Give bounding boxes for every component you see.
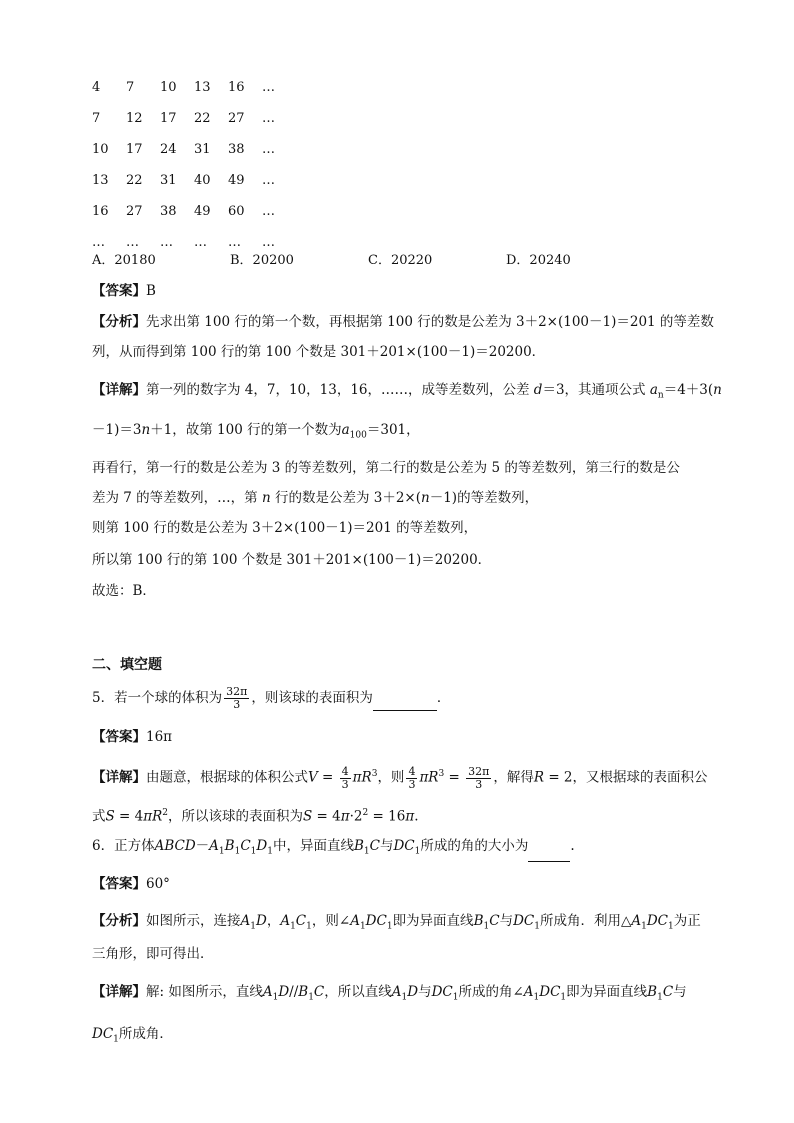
- math-sub: n: [657, 390, 664, 401]
- analysis-text: 如图所示，连接: [146, 913, 241, 929]
- fraction: $\frac{32\pi}{3}$: [468, 764, 490, 791]
- answer-tag: 【答案】: [92, 283, 146, 299]
- table-cell: 22: [126, 173, 143, 188]
- fraction-den: 3: [233, 698, 241, 711]
- answer-options: [92, 249, 644, 268]
- analysis-text: ，: [266, 913, 281, 929]
- table-cell: 22: [194, 111, 211, 126]
- detail-text: 第一列的数字为 4，7，10，13，16，……，成等差数列，公差: [146, 382, 534, 398]
- q4-detail-line-1: [92, 380, 722, 406]
- table-cell: …: [262, 235, 275, 250]
- analysis-tag: 【分析】: [92, 314, 146, 330]
- detail-text: 差为 7 的等差数列，…，第: [92, 490, 262, 506]
- answer-blank: [373, 696, 437, 711]
- math-var: n: [421, 490, 430, 506]
- table-cell: 7: [126, 80, 135, 95]
- q4-detail-line-3: 再看行，第一行的数是公差为 3 的等差数列，第二行的数是公差为 5 的等差数列，第三行的数是公: [92, 460, 680, 476]
- detail-text: 即为异面直线: [566, 984, 648, 1000]
- answer-tag: 【答案】: [92, 729, 146, 745]
- detail-text: －1)的等差数列，: [429, 490, 539, 506]
- math-var: d: [533, 382, 543, 398]
- stem-text: ．: [436, 690, 451, 706]
- table-cell: 31: [160, 173, 177, 188]
- table-cell: 38: [228, 142, 245, 157]
- q5-answer: [92, 727, 172, 747]
- table-cell: 27: [126, 204, 143, 219]
- answer-tag: 【答案】: [92, 876, 146, 892]
- analysis-text: 所成角．利用: [539, 913, 621, 929]
- table-row: [92, 196, 296, 227]
- table-cell: 17: [126, 142, 143, 157]
- table-cell: 17: [160, 111, 177, 126]
- detail-text: ，所以该球的表面积为: [168, 808, 304, 825]
- option-c: C．20220: [368, 253, 433, 268]
- analysis-text: 即为异面直线: [392, 913, 474, 929]
- table-cell: 12: [126, 111, 143, 126]
- table-cell: 16: [228, 80, 245, 95]
- math-var: n: [261, 490, 271, 506]
- table-cell: 27: [228, 111, 245, 126]
- stem-text: .: [570, 838, 575, 854]
- q5-stem: [92, 686, 450, 711]
- answer-value: 16π: [146, 729, 173, 745]
- detail-text: －1)＝3: [92, 422, 142, 438]
- table-cell: …: [194, 235, 207, 250]
- stem-text: 所成的角的大小为: [420, 838, 529, 854]
- q5-detail-line-1: 【详解】由题意，根据球的体积公式V = $\frac{4}{3}$ $\pi R^3$，则 $\frac{4}{3}$ $\pi R^3$ = $\frac{32\pi}{3}$ ，解得R = 2，又根据球的表面积公: [92, 764, 708, 791]
- fraction: $\frac{4}{3}$: [341, 764, 349, 791]
- stem-text: 与: [379, 838, 394, 854]
- detail-text: ，所以直线: [324, 984, 392, 1000]
- detail-text: 解: 如图所示，直线: [146, 984, 263, 1000]
- analysis-text: ，则: [311, 913, 339, 929]
- detail-text: ，解得: [493, 769, 534, 786]
- answer-value: 60°: [146, 876, 170, 892]
- fraction-num: 32π: [226, 685, 248, 698]
- table-row: [92, 72, 296, 103]
- analysis-tag: 【分析】: [92, 913, 146, 929]
- table-cell: …: [262, 142, 275, 157]
- q4-answer: [92, 281, 156, 301]
- answer-blank: [528, 847, 570, 862]
- detail-text: 式: [92, 808, 106, 825]
- option-b: B．20200: [230, 253, 294, 268]
- stem-text: 中，异面直线: [272, 838, 354, 854]
- detail-tag: 【详解】: [92, 382, 146, 398]
- q4-analysis-line-2: 列，从而得到第 100 行的第 100 个数是 301＋201×(100－1)＝20200．: [92, 344, 546, 360]
- table-cell: 40: [194, 173, 211, 188]
- detail-text: ＝4＋3(: [663, 382, 714, 398]
- q5-detail-line-2: 式$S = 4\pi R^2$，所以该球的表面积为$S = 4\pi\cdot 2^2 = 16\pi$.: [92, 808, 419, 825]
- option-d: D．20240: [506, 253, 571, 268]
- table-cell: 49: [228, 173, 245, 188]
- table-cell: 10: [92, 142, 109, 157]
- detail-text: ＋1，故第 100 行的第一个数为: [150, 422, 342, 438]
- answer-value: B: [146, 283, 156, 299]
- table-cell: 10: [160, 80, 177, 95]
- stem-text: 5．若一个球的体积为: [92, 690, 223, 706]
- table-row: [92, 103, 296, 134]
- q4-detail-line-5: 则第 100 行的数是公差为 3＋2×(100－1)＝201 的等差数列，: [92, 520, 478, 536]
- math-var: a: [649, 382, 658, 398]
- detail-text: ，又根据球的表面积公: [572, 769, 708, 786]
- table-cell: 38: [160, 204, 177, 219]
- q6-detail-line-1: 【详解】解: 如图所示，直线$A_1D//B_1C$，所以直线$A_1D$与$DC_1$所成的角$\angle A_1DC_1$即为异面直线$B_1C$与: [92, 984, 687, 1003]
- detail-text: 行的数是公差为 3＋2×(: [270, 490, 422, 506]
- q4-detail-line-4: [92, 488, 538, 508]
- q6-analysis-line-1: 【分析】如图所示，连接$A_1D$，$A_1C_1$，则$\angle A_1DC_1$即为异面直线$B_1C$与$DC_1$所成角．利用$\triangle A_1DC_1$为正: [92, 913, 701, 932]
- table-cell: 13: [92, 173, 109, 188]
- math-var: n: [141, 422, 151, 438]
- table-cell: 24: [160, 142, 177, 157]
- fraction: $\frac{4}{3}$: [408, 764, 416, 791]
- q4-analysis-line-1: [92, 312, 714, 332]
- math-var: a: [341, 422, 350, 438]
- analysis-text: 先求出第 100 行的第一个数，再根据第 100 行的数是公差为 3＋2×(100－1)＝201 的等差数: [146, 314, 714, 330]
- fraction: [224, 686, 249, 711]
- detail-text: ，则: [377, 769, 405, 786]
- table-cell: 7: [92, 111, 101, 126]
- math-var: n: [713, 382, 722, 398]
- q6-stem: 6．正方体$ABCD-A_1B_1C_1D_1$中，异面直线$B_1C$与$DC_1$所成的角的大小为 .: [92, 836, 575, 862]
- table-cell: …: [262, 173, 275, 188]
- option-a: A．20180: [92, 253, 156, 268]
- table-cell: …: [262, 204, 275, 219]
- number-table: [92, 72, 296, 258]
- q6-analysis-line-2: 三角形，即可得出．: [92, 946, 214, 962]
- table-cell: 4: [92, 80, 101, 95]
- table-cell: …: [262, 80, 275, 95]
- stem-text: 6．正方体: [92, 838, 155, 854]
- detail-text: 由题意，根据球的体积公式: [146, 769, 308, 786]
- detail-text: 所成角．: [118, 1026, 173, 1042]
- table-cell: 60: [228, 204, 245, 219]
- q4-choose: 故选：B．: [92, 583, 156, 599]
- q6-detail-line-2: $DC_1$所成角．: [92, 1026, 173, 1045]
- analysis-text: 为正: [673, 913, 701, 929]
- table-cell: …: [160, 235, 173, 250]
- table-cell: …: [228, 235, 241, 250]
- detail-text: 与: [418, 984, 432, 1000]
- math-sub: 100: [349, 430, 367, 441]
- table-cell: 49: [194, 204, 211, 219]
- table-cell: 31: [194, 142, 211, 157]
- table-cell: 16: [92, 204, 109, 219]
- q4-detail-line-6: 所以第 100 行的第 100 个数是 301＋201×(100－1)＝20200．: [92, 552, 492, 568]
- detail-text: 所成的角: [458, 984, 513, 1000]
- stem-text: ，则该球的表面积为: [251, 690, 373, 706]
- q6-answer: [92, 874, 170, 894]
- table-cell: …: [92, 235, 105, 250]
- analysis-text: 与: [499, 913, 514, 929]
- table-row: [92, 134, 296, 165]
- q4-detail-line-2: [92, 420, 420, 446]
- detail-text: ＝301，: [366, 422, 420, 438]
- section-title: 二、填空题: [92, 657, 162, 673]
- table-row: [92, 165, 296, 196]
- detail-text: 与: [673, 984, 687, 1000]
- table-cell: 13: [194, 80, 211, 95]
- detail-tag: 【详解】: [92, 984, 146, 1000]
- table-cell: …: [126, 235, 139, 250]
- detail-text: ＝3，其通项公式: [542, 382, 646, 398]
- table-cell: …: [262, 111, 275, 126]
- detail-tag: 【详解】: [92, 769, 146, 786]
